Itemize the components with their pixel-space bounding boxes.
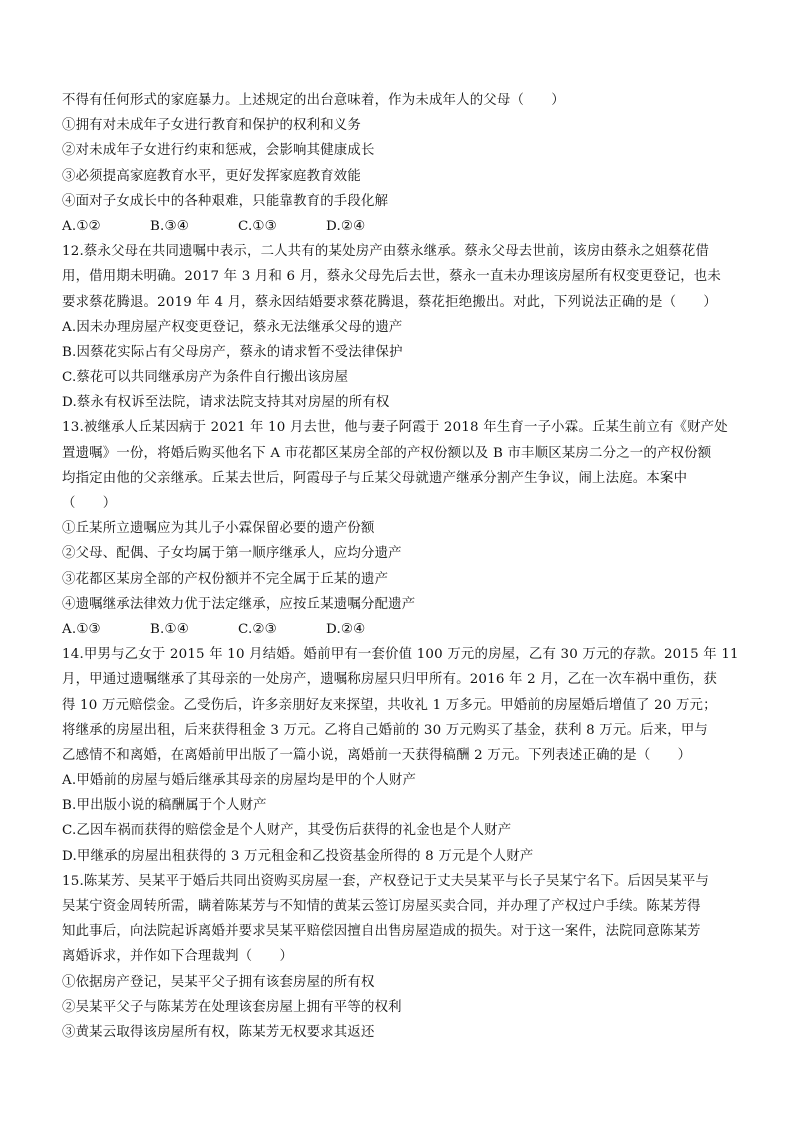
statement-item: ④面对子女成长中的各种艰难，只能靠教育的手段化解 (62, 193, 389, 209)
question-11 (62, 88, 738, 239)
answer-options-row (62, 214, 738, 239)
option-c: C.①③ (238, 218, 277, 234)
option-d: D.甲继承的房屋出租获得的 3 万元租金和乙投资基金所得的 8 万元是个人财产 (62, 848, 534, 864)
question-stem-line: 12.蔡永父母在共同遗嘱中表示，二人共有的某处房产由蔡永继承。蔡永父母去世前，该房由蔡永之姐蔡花借 (62, 244, 710, 260)
option-a: A.①③ (62, 621, 101, 637)
question-14 (62, 642, 738, 869)
question-stem-line: 离婚诉求，并作如下合理裁判（ ） (62, 949, 294, 965)
question-stem-line: 得 10 万元赔偿金。乙受伤后，许多亲朋好友来探望，共收礼 1 万多元。甲婚前的房屋婚后增值了 20 万元； (62, 697, 717, 713)
statement-item: ①丘某所立遗嘱应为其儿子小霖保留必要的遗产份额 (62, 521, 375, 537)
answer-options-row (62, 617, 738, 642)
option-a: A.甲婚前的房屋与婚后继承其母亲的房屋均是甲的个人财产 (62, 773, 417, 789)
statement-item: ③必须提高家庭教育水平，更好发挥家庭教育效能 (62, 168, 361, 184)
question-12 (62, 239, 738, 415)
option-c: C.乙因车祸而获得的赔偿金是个人财产，其受伤后获得的礼金也是个人财产 (62, 823, 512, 839)
option-d: D.②④ (326, 218, 366, 234)
question-15 (62, 869, 738, 1045)
question-stem-line: （ ） (62, 496, 117, 511)
question-stem-line: 知此事后，向法院起诉离婚并要求吴某平赔偿因擅自出售房屋造成的损失。对于这一案件，法院同意陈某芳 (62, 924, 701, 940)
option-d: D.②④ (326, 621, 366, 637)
question-stem-line: 将继承的房屋出租，后来获得租金 3 万元。乙将自己婚前的 30 万元购买了基金，获利 8 万元。后来，甲与 (62, 722, 709, 738)
question-stem-line: 要求蔡花腾退。2019 年 4 月，蔡永因结婚要求蔡花腾退，蔡花拒绝搬出。对此，下列说法正确的是（ ） (62, 294, 717, 310)
question-stem-line: 均指定由他的父亲继承。丘某去世后，阿霞母子与丘某父母就遗产继承分割产生争议，闹上法庭。本案中 (62, 470, 688, 486)
question-stem-line: 置遗嘱》一份，将婚后购买他名下 A 市花都区某房全部的产权份额以及 B 市丰顺区某房二分之一的产权份额 (62, 445, 712, 461)
option-b: B.③④ (150, 218, 189, 234)
option-b: B.因蔡花实际占有父母房产，蔡永的请求暂不受法律保护 (62, 344, 403, 360)
statement-item: ③花都区某房全部的产权份额并不完全属于丘某的遗产 (62, 571, 389, 587)
question-stem-line: 14.甲男与乙女于 2015 年 10 月结婚。婚前甲有一套价值 100 万元的房屋，乙有 30 万元的存款。2015 年 11 (62, 647, 739, 663)
statement-item: ①拥有对未成年子女进行教育和保护的权利和义务 (62, 118, 361, 134)
option-c: C.蔡花可以共同继承房产为条件自行搬出该房屋 (62, 370, 349, 386)
statement-item: ①依据房产登记，吴某平父子拥有该套房屋的所有权 (62, 974, 375, 990)
statement-item: ④遗嘱继承法律效力优于法定继承，应按丘某遗嘱分配遗产 (62, 596, 416, 612)
question-13 (62, 415, 738, 642)
question-stem-line: 乙感情不和离婚，在离婚前甲出版了一篇小说，离婚前一天获得稿酬 2 万元。下列表述正确的是（ ） (62, 747, 692, 763)
option-b: B.①④ (150, 621, 189, 637)
exam-page (62, 88, 738, 1045)
question-stem-line: 吴某宁资金周转所需，瞒着陈某芳与不知情的黄某云签订房屋买卖合同，并办理了产权过户手续。陈某芳得 (62, 899, 701, 914)
question-stem-line: 月，甲通过遗嘱继承了其母亲的一处房产，遗嘱称房屋只归甲所有。2016 年 2 月，乙在一次车祸中重伤，获 (62, 672, 717, 688)
question-stem-line: 13.被继承人丘某因病于 2021 年 10 月去世，他与妻子阿霞于 2018 年生育一子小霖。丘某生前立有《财产处 (62, 420, 728, 436)
statement-item: ②吴某平父子与陈某芳在处理该套房屋上拥有平等的权利 (62, 999, 402, 1015)
question-stem-line: 15.陈某芳、吴某平于婚后共同出资购买房屋一套，产权登记于丈夫吴某平与长子吴某宁名下。后因吴某平与 (62, 873, 710, 889)
statement-item: ②对未成年子女进行约束和惩戒，会影响其健康成长 (62, 143, 375, 159)
option-c: C.②③ (238, 621, 277, 637)
option-b: B.甲出版小说的稿酬属于个人财产 (62, 798, 267, 814)
option-d: D.蔡永有权诉至法院，请求法院支持其对房屋的所有权 (62, 395, 390, 411)
question-stem-line: 不得有任何形式的家庭暴力。上述规定的出台意味着，作为未成年人的父母（ ） (62, 93, 565, 108)
option-a: A.①② (62, 218, 101, 234)
question-stem-line: 用，借用期未明确。2017 年 3 月和 6 月，蔡永父母先后去世，蔡永一直未办理该房屋所有权变更登记，也未 (62, 269, 721, 285)
option-a: A.因未办理房屋产权变更登记，蔡永无法继承父母的遗产 (62, 319, 403, 335)
statement-item: ②父母、配偶、子女均属于第一顺序继承人，应均分遗产 (62, 546, 402, 562)
statement-item: ③黄某云取得该房屋所有权，陈某芳无权要求其返还 (62, 1024, 375, 1040)
